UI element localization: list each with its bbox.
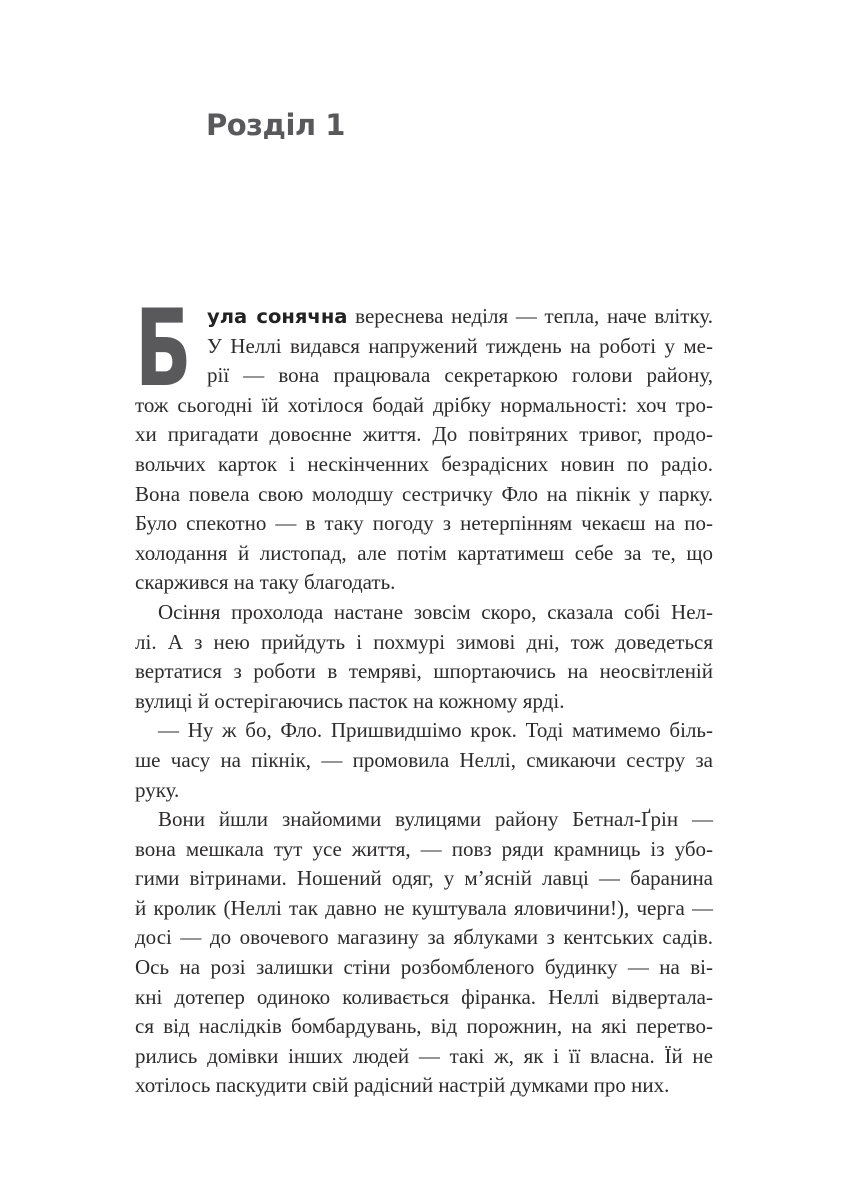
text-line: ула сонячна вереснева неділя — тепла, наче влітку. bbox=[207, 304, 713, 328]
text-line: вулиці й остерігаючись пасток на кожному ярді. bbox=[135, 688, 565, 713]
text-line: ше часу на пікнік, — промовила Неллі, смикаючи сестру за bbox=[135, 747, 713, 772]
text-line: рії — вона працювала секретаркою голови району, bbox=[207, 363, 713, 388]
chapter-heading: Розділ 1 bbox=[206, 108, 345, 142]
text-line: ся від наслідків бомбардувань, від порожнин, на які перетво- bbox=[135, 1014, 713, 1039]
text-line: Ось на розі залишки стіни розбомбленого будинку — на ві- bbox=[135, 955, 713, 980]
text-line: вона мешкала тут усе життя, — повз ряди крамниць із убо- bbox=[135, 836, 713, 861]
text-line: У Неллі видався напружений тиждень на роботі у ме- bbox=[207, 333, 713, 358]
text-line: й кролик (Неллі так давно не куштувала яловичини!), черга — bbox=[135, 895, 713, 920]
text-line: лі. А з нею прийдуть і похмурі зимові дні, тож доведеться bbox=[135, 629, 713, 654]
text-line: холодання й листопад, але потім картатимеш себе за те, що bbox=[135, 540, 713, 565]
text-line: Осіння прохолода настане зовсім скоро, сказала собі Нел- bbox=[158, 599, 713, 624]
text-line: вертатися з роботи в темряві, шпортаючись на неосвітленій bbox=[135, 659, 713, 684]
text-block bbox=[135, 287, 713, 1101]
text-line: гими вітринами. Ношений одяг, у м’ясній лавці — баранина bbox=[135, 866, 713, 891]
text-line: хи пригадати довоєнне життя. До повітряних тривог, продо- bbox=[135, 422, 713, 447]
text-line: тож сьогодні їй хотілося бодай дрібку нормальності: хоч тро- bbox=[135, 392, 713, 417]
text-line: Вона повела свою молодшу сестричку Фло на пікнік у парку. bbox=[135, 481, 713, 506]
text-line: рились домівки інших людей — такі ж, як і її власна. Їй не bbox=[135, 1043, 713, 1068]
text-line: — Ну ж бо, Фло. Пришвидшімо крок. Тоді матимемо біль- bbox=[158, 718, 713, 743]
dropcap bbox=[135, 287, 192, 410]
text-line: кні дотепер одиноко коливається фіранка. Неллі відвертала- bbox=[135, 984, 713, 1009]
text-line: скаржився на таку благодать. bbox=[135, 570, 396, 595]
lead-bold-text: ула сонячна bbox=[207, 305, 348, 328]
text-line: Було спекотно — в таку погоду з нетерпінням чекаєш на по- bbox=[135, 511, 713, 536]
dropcap-letter: Б bbox=[135, 287, 192, 410]
text-line: досі — до овочевого магазину за яблуками з кентських садів. bbox=[135, 925, 713, 950]
text-line: хотілось паскудити свій радісний настрій думками про них. bbox=[135, 1073, 670, 1098]
text-line: вольчих карток і нескінченних безрадісних новин по радіо. bbox=[135, 451, 713, 476]
text-line: Вони йшли знайомими вулицями району Бетнал-Ґрін — bbox=[158, 807, 713, 832]
text-line: руку. bbox=[135, 777, 180, 802]
